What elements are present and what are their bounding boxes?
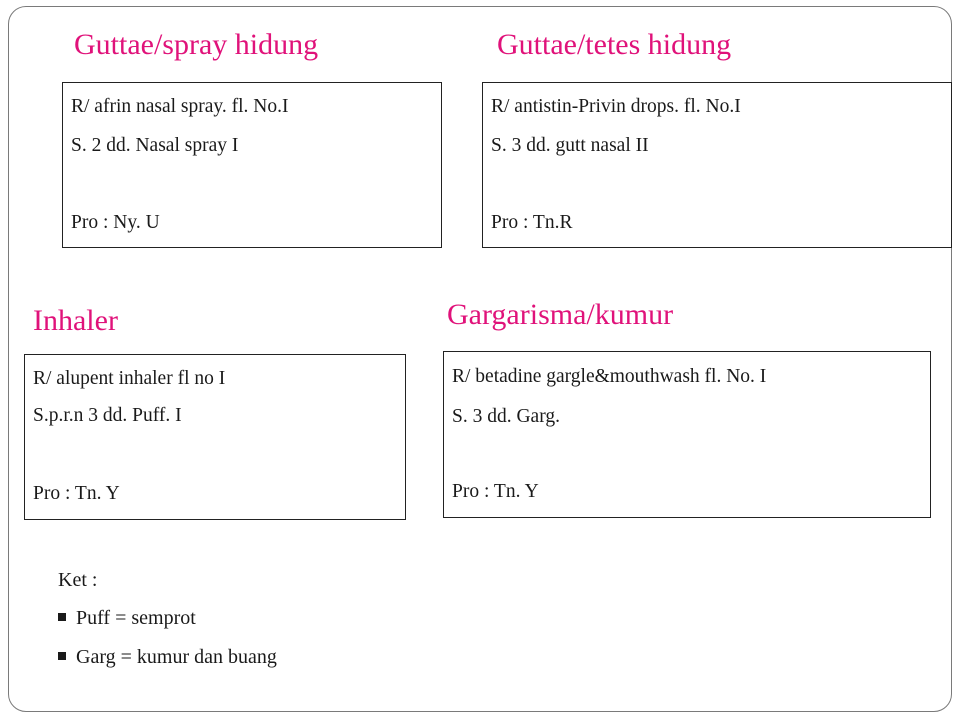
note-item: [58, 647, 277, 667]
patient-line: Pro : Tn. Y: [452, 481, 539, 502]
heading-drops: Guttae/tetes hidung: [497, 28, 732, 61]
signa-line: S. 3 dd. gutt nasal II: [491, 135, 649, 156]
signa-line: S. 2 dd. Nasal spray I: [71, 135, 239, 156]
prescription-box-drops: [482, 82, 952, 248]
heading-inhaler: Inhaler: [33, 304, 118, 337]
prescription-box-spray: [62, 82, 442, 248]
patient-line: Pro : Tn. Y: [33, 483, 120, 504]
prescription-box-gargle: [443, 351, 931, 518]
heading-gargle: Gargarisma/kumur: [447, 298, 674, 331]
note-item-text: Garg = kumur dan buang: [76, 646, 277, 668]
heading-spray: Guttae/spray hidung: [74, 28, 319, 61]
square-bullet-icon: [58, 652, 66, 660]
patient-line: Pro : Ny. U: [71, 212, 160, 233]
signa-line: S.p.r.n 3 dd. Puff. I: [33, 405, 182, 426]
signa-line: S. 3 dd. Garg.: [452, 406, 560, 427]
rx-line: R/ afrin nasal spray. fl. No.I: [71, 96, 289, 117]
notes-label: Ket :: [58, 569, 98, 591]
rx-line: R/ alupent inhaler fl no I: [33, 368, 226, 389]
rx-line: R/ antistin-Privin drops. fl. No.I: [491, 96, 741, 117]
rx-line: R/ betadine gargle&mouthwash fl. No. I: [452, 366, 767, 387]
patient-line: Pro : Tn.R: [491, 212, 573, 233]
prescription-box-inhaler: [24, 354, 406, 520]
square-bullet-icon: [58, 613, 66, 621]
note-item: [58, 608, 196, 628]
note-item-text: Puff = semprot: [76, 607, 196, 629]
